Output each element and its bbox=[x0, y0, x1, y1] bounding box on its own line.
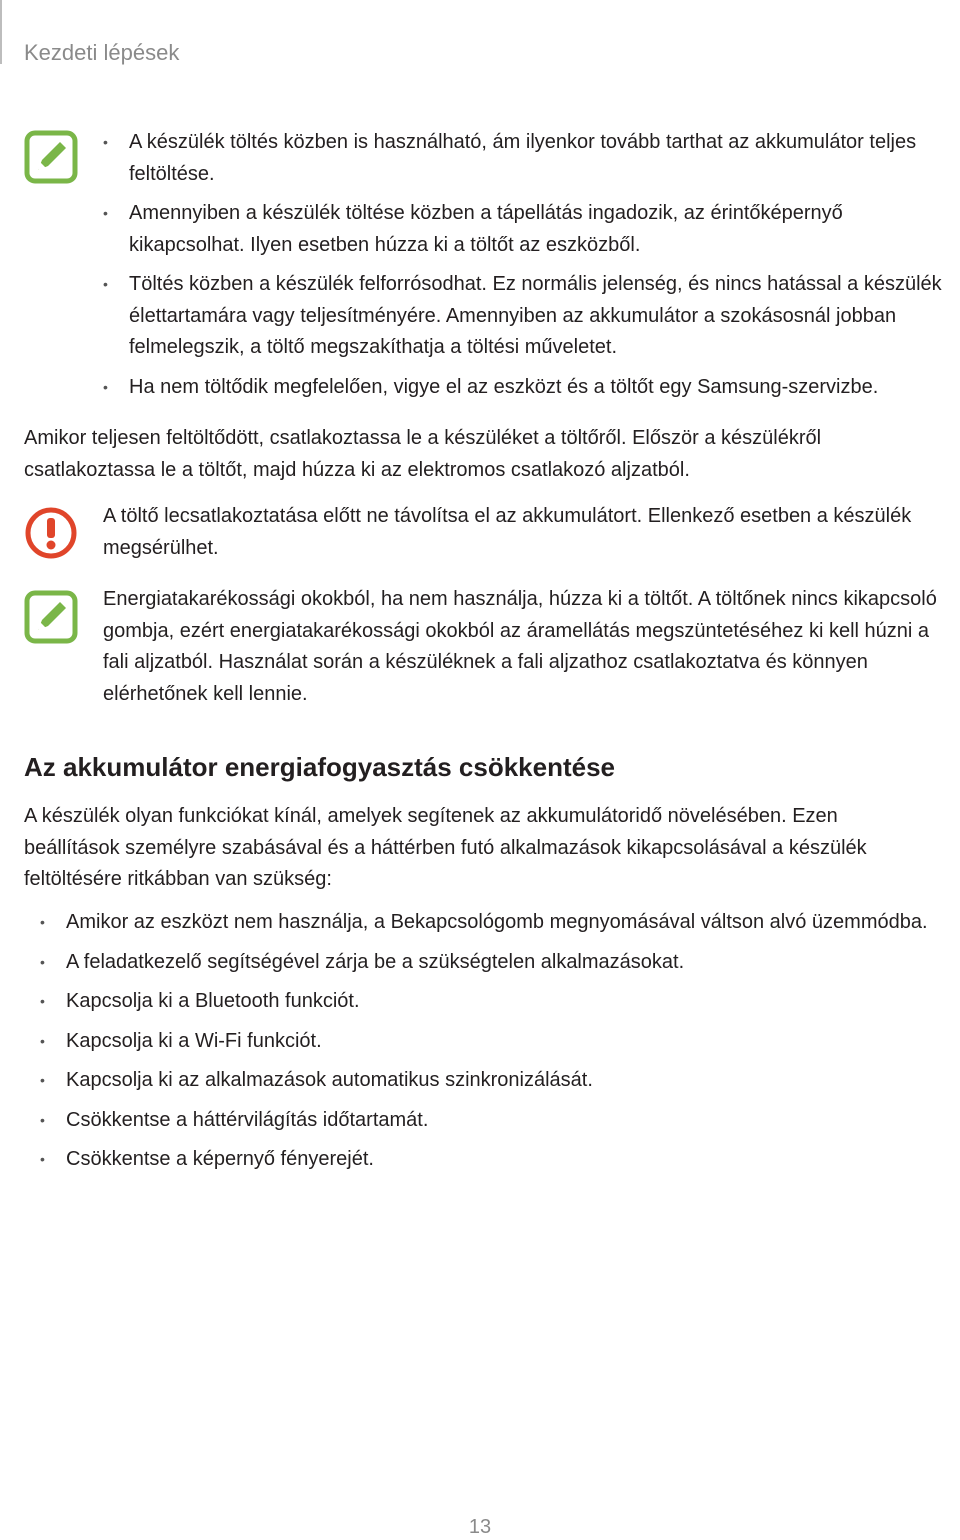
list-item: • Csökkentse a képernyő fényerejét. bbox=[40, 1148, 374, 1170]
energy-note-text: Energiatakarékossági okokból, ha nem használja, húzza ki a töltőt. A töltőnek nincs kikapcsoló gombja, ezért energiatakarékossági okokból az áramellátás megszüntetéséhez ki kell húzni a fali aljzatból. Használat során a készüléknek a fali aljzathoz csatlakoztatva és könnyen elérhetőnek kell lennie. bbox=[103, 588, 937, 705]
section-title: Az akkumulátor energiafogyasztás csökkentése bbox=[24, 752, 616, 782]
page-number: 13 bbox=[468, 1516, 492, 1538]
page-edge-rule bbox=[0, 0, 2, 64]
note-pencil-icon bbox=[24, 130, 78, 189]
list-item: • Kapcsolja ki az alkalmazások automatikus szinkronizálását. bbox=[40, 1069, 593, 1091]
list-item: • Amennyiben a készülék töltése közben a tápellátás ingadozik, az érintőképernyő kikapcsolhat. Ilyen esetben húzza ki a töltőt az eszközből. bbox=[103, 202, 843, 256]
tips-bullet-list bbox=[40, 907, 946, 1184]
list-item: • A készülék töltés közben is használható, ám ilyenkor tovább tarthat az akkumulátor teljes feltöltése. bbox=[103, 131, 917, 185]
list-item: • Amikor az eszközt nem használja, a Bekapcsológomb megnyomásával váltson alvó üzemmódba. bbox=[40, 911, 928, 933]
list-item: • Kapcsolja ki a Wi-Fi funkciót. bbox=[40, 1029, 322, 1052]
list-item: • Ha nem töltődik megfelelően, vigye el az eszközt és a töltőt egy Samsung-szervizbe. bbox=[103, 375, 879, 398]
note-bullet-list bbox=[103, 127, 959, 411]
disconnect-paragraph: Amikor teljesen feltöltődött, csatlakoztassa le a készüléket a töltőről. Először a készülékről csatlakoztassa le a töltőt, majd húzza ki az elektromos csatlakozó aljzatból. bbox=[24, 427, 822, 481]
warning-exclamation-icon bbox=[24, 506, 78, 565]
list-item: • A feladatkezelő segítségével zárja be a szükségtelen alkalmazásokat. bbox=[40, 950, 685, 973]
list-item: • Kapcsolja ki a Bluetooth funkciót. bbox=[40, 990, 360, 1012]
list-item: • Csökkentse a háttérvilágítás időtartamát. bbox=[40, 1108, 429, 1131]
list-item: • Töltés közben a készülék felforrósodhat. Ez normális jelenség, és nincs hatással a készülék élettartamára vagy teljesítményére. Amennyiben az akkumulátor a szokásosnál jobban felmelegszik, a töltő megszakíthatja a töltési műveletet. bbox=[103, 273, 942, 358]
page-header: Kezdeti lépések bbox=[24, 40, 180, 65]
note-pencil-icon bbox=[24, 590, 78, 649]
warning-text: A töltő lecsatlakoztatása előtt ne távolítsa el az akkumulátort. Ellenkező esetben a készülék megsérülhet. bbox=[103, 505, 912, 559]
section-intro: A készülék olyan funkciókat kínál, amelyek segítenek az akkumulátoridő növelésében. Ezen beállítások személyre szabásával és a háttérben futó alkalmazások kikapcsolásával a készülék feltöltésére ritkábban van szükség: bbox=[24, 805, 867, 890]
